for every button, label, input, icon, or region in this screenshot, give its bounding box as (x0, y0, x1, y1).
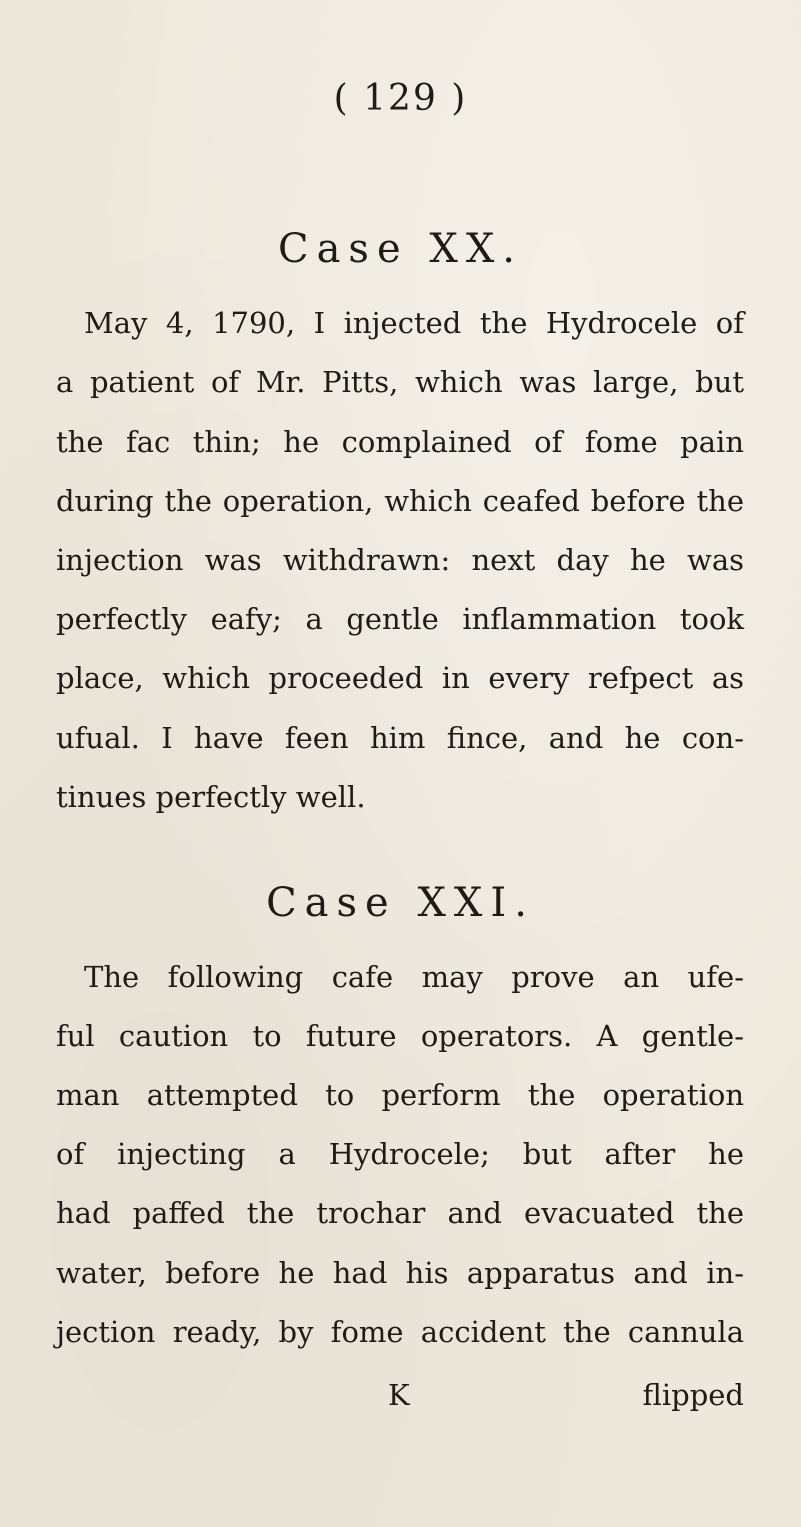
case-xxi-line-5: had paffed the trochar and evacuated the (56, 1196, 744, 1230)
case-xxi-line-4: of injecting a Hydrocele; but after he (56, 1137, 744, 1171)
page-number: ( 129 ) (333, 78, 468, 119)
case-xxi-line-7: jection ready, by fome accident the cannula (56, 1315, 744, 1349)
case-xx-line-3: the fac thin; he complained of fome pain (56, 425, 744, 459)
case-xxi-line-1: The following cafe may prove an ufe- (84, 960, 744, 994)
signature-mark: K (388, 1378, 410, 1412)
case-xx-line-9: tinues perfectly well. (56, 780, 366, 814)
case-xx-line-7: place, which proceeded in every refpect as (56, 661, 744, 695)
case-xxi-line-6: water, before he had his apparatus and in- (56, 1256, 744, 1290)
case-xx-line-4: during the operation, which ceafed before the (56, 484, 744, 518)
case-xx-line-5: injection was withdrawn: next day he was (56, 543, 744, 577)
case-xxi-line-3: man attempted to perform the operation (56, 1078, 744, 1112)
case-xxi-line-2: ful caution to future operators. A gentle- (56, 1019, 744, 1053)
catchword: flipped (642, 1378, 744, 1412)
case-xx-line-8: ufual. I have feen him fince, and he con- (56, 721, 744, 755)
case-xxi-heading: Case XXI. (266, 880, 535, 926)
case-xx-line-1: May 4, 1790, I injected the Hydrocele of (84, 306, 744, 340)
case-xx-line-2: a patient of Mr. Pitts, which was large, but (56, 365, 744, 399)
case-xx-heading: Case XX. (277, 226, 524, 272)
case-xx-line-6: perfectly eafy; a gentle inflammation took (56, 602, 744, 636)
